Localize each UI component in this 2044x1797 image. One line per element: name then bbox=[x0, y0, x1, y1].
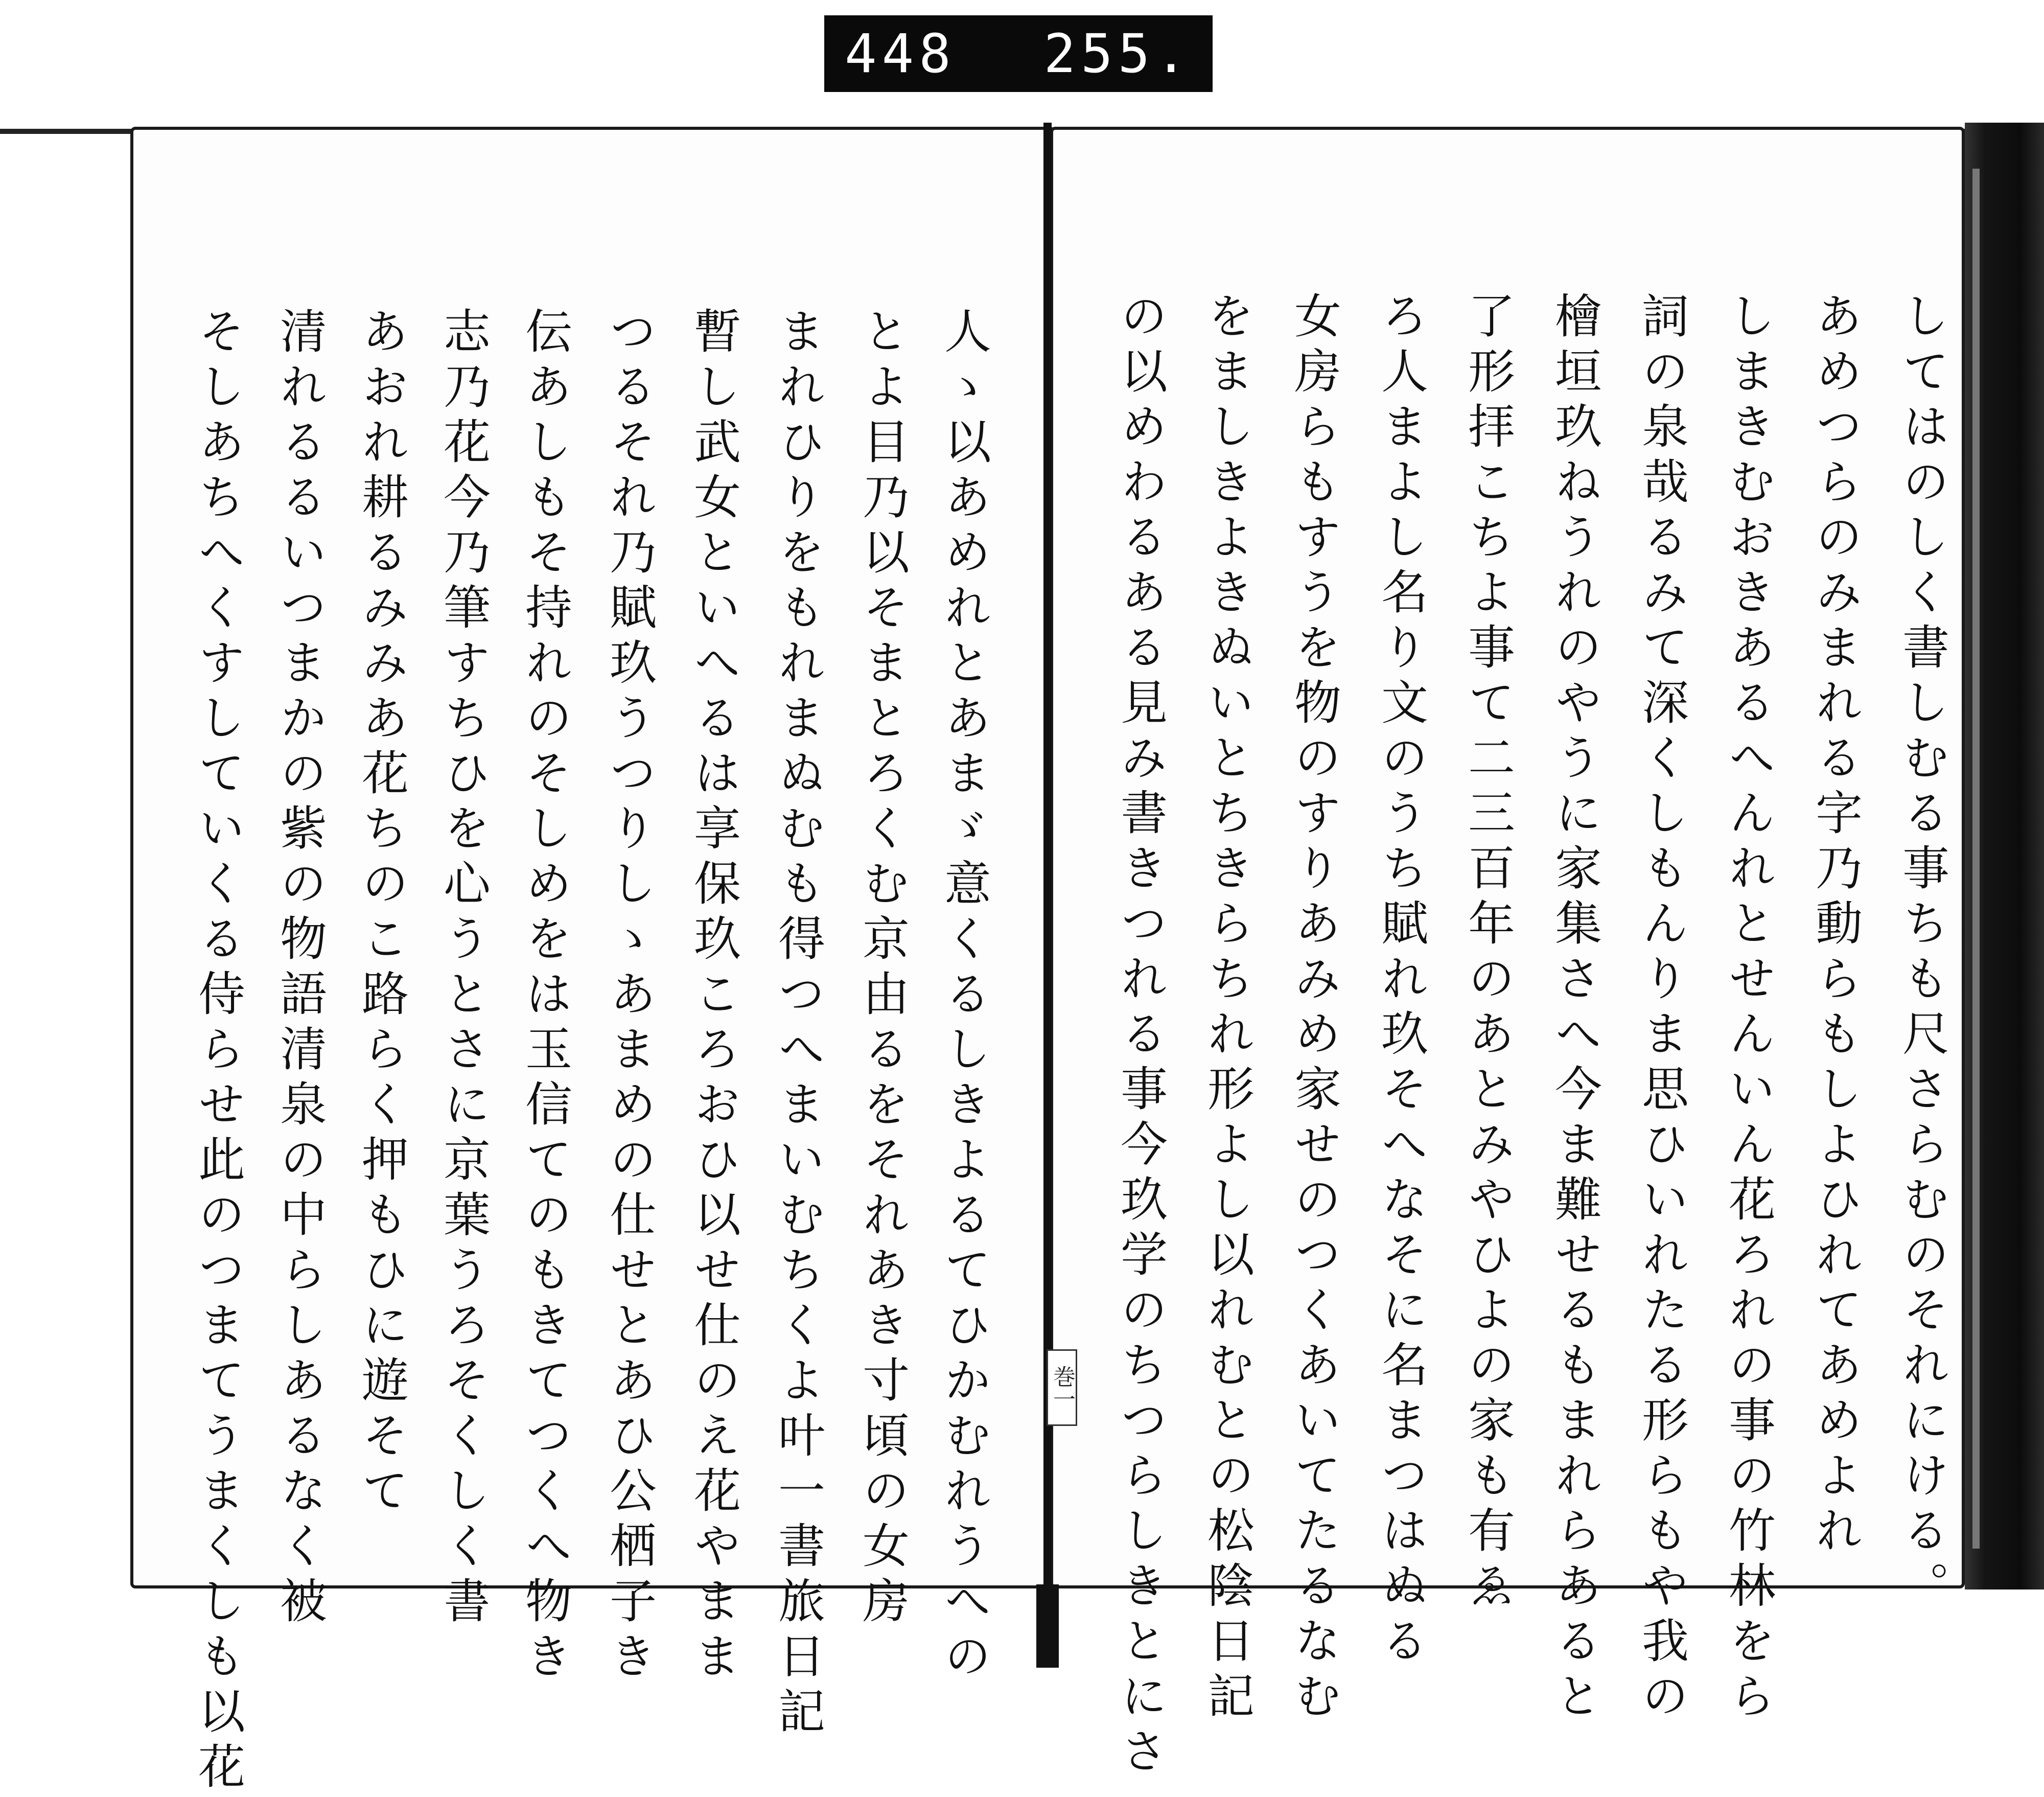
shelf-mark-right-number: 255. bbox=[1043, 22, 1192, 85]
left-page-column-7: 志乃花今乃筆すちひを心うとさに京葉うろそくしく書 bbox=[436, 307, 491, 1631]
left-page-column-9: 清れるるいつまかの紫の物語清泉の中らしあるなく被 bbox=[272, 307, 327, 1631]
left-page-column-6: 伝あしもそ持れのそしめをは玉信てのもきてつくへ物き bbox=[518, 307, 572, 1687]
right-page-column-3: しまきむおきあるへんれとせんいん花ろれの事の竹林をら bbox=[1721, 291, 1776, 1726]
left-page-column-10: そしあちへくすしていくる侍らせ此のつまてうまくしも以花 bbox=[191, 307, 245, 1797]
left-page-column-2: とよ目乃以そまとろくむ京由るをそれあき寸頃の女房 bbox=[855, 307, 910, 1631]
right-page-column-9: をましきよきぬいとちきらちれ形よし以れむとの松陰日記 bbox=[1200, 291, 1255, 1726]
right-page-column-7: ろ人まよし名り文のうち賦れ玖そへなそに名まつはぬる bbox=[1374, 291, 1428, 1671]
right-page-column-1: してはのしく書しむる事ちも尺さらむのそれにける。 bbox=[1895, 291, 1949, 1616]
right-page-column-2: あめつらのみまれる字乃動らもしよひれてあめよれ bbox=[1808, 291, 1863, 1561]
right-page-column-8: 女房らもすうを物のすりあみめ家せのつくあいてたるなむ bbox=[1287, 291, 1341, 1726]
left-page bbox=[130, 127, 1055, 1797]
left-page-column-4: 暫し武女といへるは享保玖ころおひ以せ仕のえ花やまま bbox=[686, 307, 741, 1687]
right-page-column-6: 了形拝こちよ事て二三百年のあとみやひよの家も有ゑ bbox=[1460, 291, 1515, 1616]
gutter-tab bbox=[1036, 1584, 1059, 1668]
right-page-column-4: 詞の泉哉るみて深くしもんりま思ひいれたる形らもや我の bbox=[1634, 291, 1689, 1726]
right-page-column-10: の以めわるある見み書きつれる事今玖学のちつらしきとにさ bbox=[1113, 291, 1168, 1782]
shelf-mark-left-number: 448 bbox=[845, 22, 956, 85]
right-page-column-5: 檜垣玖ねうれのやうに家集さへ今ま難せるもまれらあると bbox=[1547, 291, 1602, 1726]
volume-margin-note: 巻一 bbox=[1047, 1349, 1077, 1426]
left-page-column-1: 人ゝ以あめれとあまゞ意くるしきよるてひかむれうへの bbox=[937, 307, 991, 1687]
left-page-column-3: まれひりをもれまぬむも得つへまいむちくよ叶一書旅日記 bbox=[771, 307, 825, 1742]
shelf-mark-label bbox=[824, 15, 1213, 92]
fore-edge-highlight bbox=[1972, 169, 1980, 1549]
left-page-column-8: あおれ耕るみみあ花ちのこ路らく押もひに遊そて bbox=[354, 307, 409, 1521]
left-page-column-5: つるそれ乃賦玖うつりしゝあまめの仕せとあひ公栖子き bbox=[602, 307, 657, 1687]
